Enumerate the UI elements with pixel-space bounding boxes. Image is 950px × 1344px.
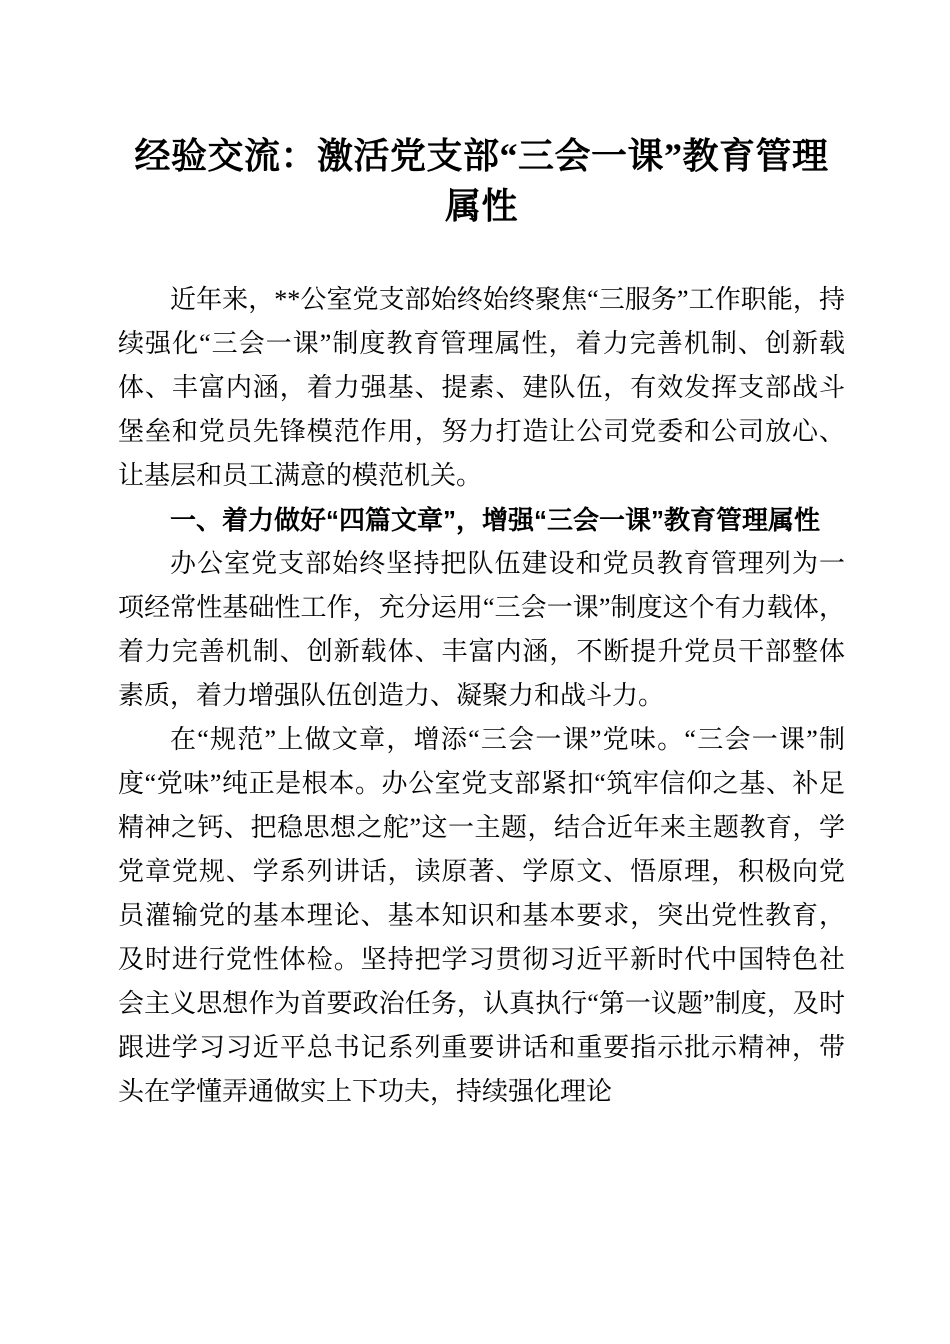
body-paragraph: 办公室党支部始终坚持把队伍建设和党员教育管理列为一项经常性基础性工作，充分运用“三会一课”制度这个有力载体，着力完善机制、创新载体、丰富内涵，不断提升党员干部整体素质，着力增强队伍创造力、凝聚力和战斗力。: [118, 549, 845, 710]
body-paragraph: 近年来，**公室党支部始终始终聚焦“三服务”工作职能，持续强化“三会一课”制度教育管理属性，着力完善机制、创新载体、丰富内涵，着力强基、提素、建队伍，有效发挥支部战斗堡垒和党员先锋模范作用，努力打造让公司党委和公司放心、让基层和员工满意的模范机关。: [118, 285, 845, 490]
body-paragraph: 在“规范”上做文章，增添“三会一课”党味。“三会一课”制度“党味”纯正是根本。办公室党支部紧扣“筑牢信仰之基、补足精神之钙、把稳思想之舵”这一主题，结合近年来主题教育，学党章党规、学系列讲话，读原著、学原文、悟原理，积极向党员灌输党的基本理论、基本知识和基本要求，突出党性教育，及时进行党性体检。坚持把学习贯彻习近平新时代中国特色社会主义思想作为首要政治任务，认真执行“第一议题”制度，及时跟进学习习近平总书记系列重要讲话和重要指示批示精神，带头在学懂弄通做实上下功夫，持续强化理论: [118, 725, 845, 1106]
section-heading: 一、着力做好“四篇文章”，增强“三会一课”教育管理属性: [170, 505, 821, 535]
document-body: [118, 278, 845, 1114]
document-title: 经验交流：激活党支部“三会一课”教育管理属性: [134, 136, 829, 226]
